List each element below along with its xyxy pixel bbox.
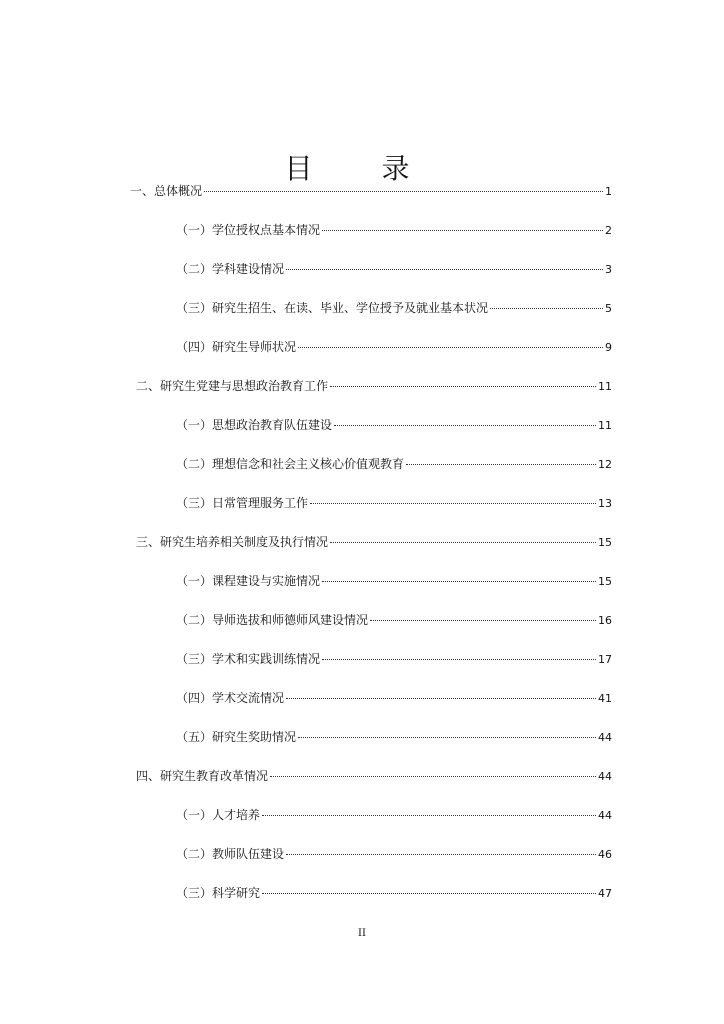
toc-entry-label: （一）人才培养 (176, 808, 261, 822)
toc-entry-page: 41 (598, 692, 612, 705)
toc-entry-page: 11 (598, 419, 612, 432)
toc-entry-label: （二）理想信念和社会主义核心价值观教育 (176, 457, 405, 471)
toc-entry-page: 47 (598, 887, 612, 900)
toc-entry-page: 46 (598, 848, 612, 861)
toc-entry-page: 12 (598, 458, 612, 471)
toc-entry-page: 16 (598, 614, 612, 627)
toc-entry-label: （四）学术交流情况 (176, 691, 285, 705)
dot-leader (310, 493, 596, 504)
toc-entry[interactable] (176, 846, 612, 862)
toc-entry[interactable] (136, 534, 612, 550)
toc-entry-page: 11 (598, 380, 612, 393)
toc-entry-page: 15 (598, 536, 612, 549)
toc-entry[interactable] (176, 339, 612, 355)
dot-leader (334, 415, 596, 426)
toc-entry-page: 1 (605, 185, 612, 198)
page-number: II (358, 928, 366, 939)
toc-entry[interactable] (176, 261, 612, 277)
dot-leader (286, 688, 596, 699)
dot-leader (286, 844, 596, 855)
toc-entry[interactable] (136, 378, 612, 394)
toc-entry-page: 44 (598, 809, 612, 822)
toc-entry-label: （二）导师选拔和师德师风建设情况 (176, 613, 369, 627)
toc-entry-label: （三）学术和实践训练情况 (176, 652, 321, 666)
toc-entry-label: （二）教师队伍建设 (176, 847, 285, 861)
toc-entry[interactable] (176, 729, 612, 745)
dot-leader (322, 571, 596, 582)
toc-entry[interactable] (176, 651, 612, 667)
dot-leader (406, 454, 596, 465)
dot-leader (490, 298, 603, 309)
toc-entry[interactable] (176, 807, 612, 823)
toc-entry[interactable] (176, 300, 612, 316)
dot-leader (262, 805, 596, 816)
toc-entry-page: 9 (605, 341, 612, 354)
toc-entry-page: 44 (598, 770, 612, 783)
toc-entry-label: （三）日常管理服务工作 (176, 496, 309, 510)
toc-entry[interactable] (176, 885, 612, 901)
dot-leader (270, 766, 596, 777)
toc-entry-page: 17 (598, 653, 612, 666)
toc-entry-label: 一、总体概况 (130, 184, 203, 198)
toc-entry-label: （一）思想政治教育队伍建设 (176, 418, 333, 432)
toc-entry[interactable] (130, 183, 612, 199)
dot-leader (322, 649, 596, 660)
toc-entry-label: （四）研究生导师状况 (176, 340, 297, 354)
toc-entry-page: 3 (605, 263, 612, 276)
dot-leader (262, 883, 596, 894)
toc-entry[interactable] (136, 768, 612, 784)
dot-leader (370, 610, 596, 621)
dot-leader (330, 376, 596, 387)
toc-entry-label: 二、研究生党建与思想政治教育工作 (136, 379, 329, 393)
toc-entry[interactable] (176, 612, 612, 628)
toc-entry[interactable] (176, 495, 612, 511)
toc-entry-label: （一）课程建设与实施情况 (176, 574, 321, 588)
toc-entry[interactable] (176, 690, 612, 706)
toc-entry-page: 2 (605, 224, 612, 237)
dot-leader (286, 259, 603, 270)
toc-entry[interactable] (176, 222, 612, 238)
toc-entry-page: 15 (598, 575, 612, 588)
toc-entry-page: 44 (598, 731, 612, 744)
toc-entry-page: 13 (598, 497, 612, 510)
toc-entry-label: （三）研究生招生、在读、毕业、学位授予及就业基本状况 (176, 301, 489, 315)
dot-leader (298, 727, 596, 738)
toc-entry[interactable] (176, 456, 612, 472)
toc-entry-label: （三）科学研究 (176, 886, 261, 900)
toc-entry-label: 三、研究生培养相关制度及执行情况 (136, 535, 329, 549)
dot-leader (322, 220, 603, 231)
toc-entry-label: （一）学位授权点基本情况 (176, 223, 321, 237)
dot-leader (330, 532, 596, 543)
dot-leader (298, 337, 603, 348)
toc-entry-label: （五）研究生奖助情况 (176, 730, 297, 744)
toc-entry[interactable] (176, 417, 612, 433)
toc-entry-label: （二）学科建设情况 (176, 262, 285, 276)
toc-entry-label: 四、研究生教育改革情况 (136, 769, 269, 783)
page-title: 目 录 (284, 151, 440, 185)
dot-leader (204, 181, 603, 192)
toc-entry-page: 5 (605, 302, 612, 315)
toc-entry[interactable] (176, 573, 612, 589)
